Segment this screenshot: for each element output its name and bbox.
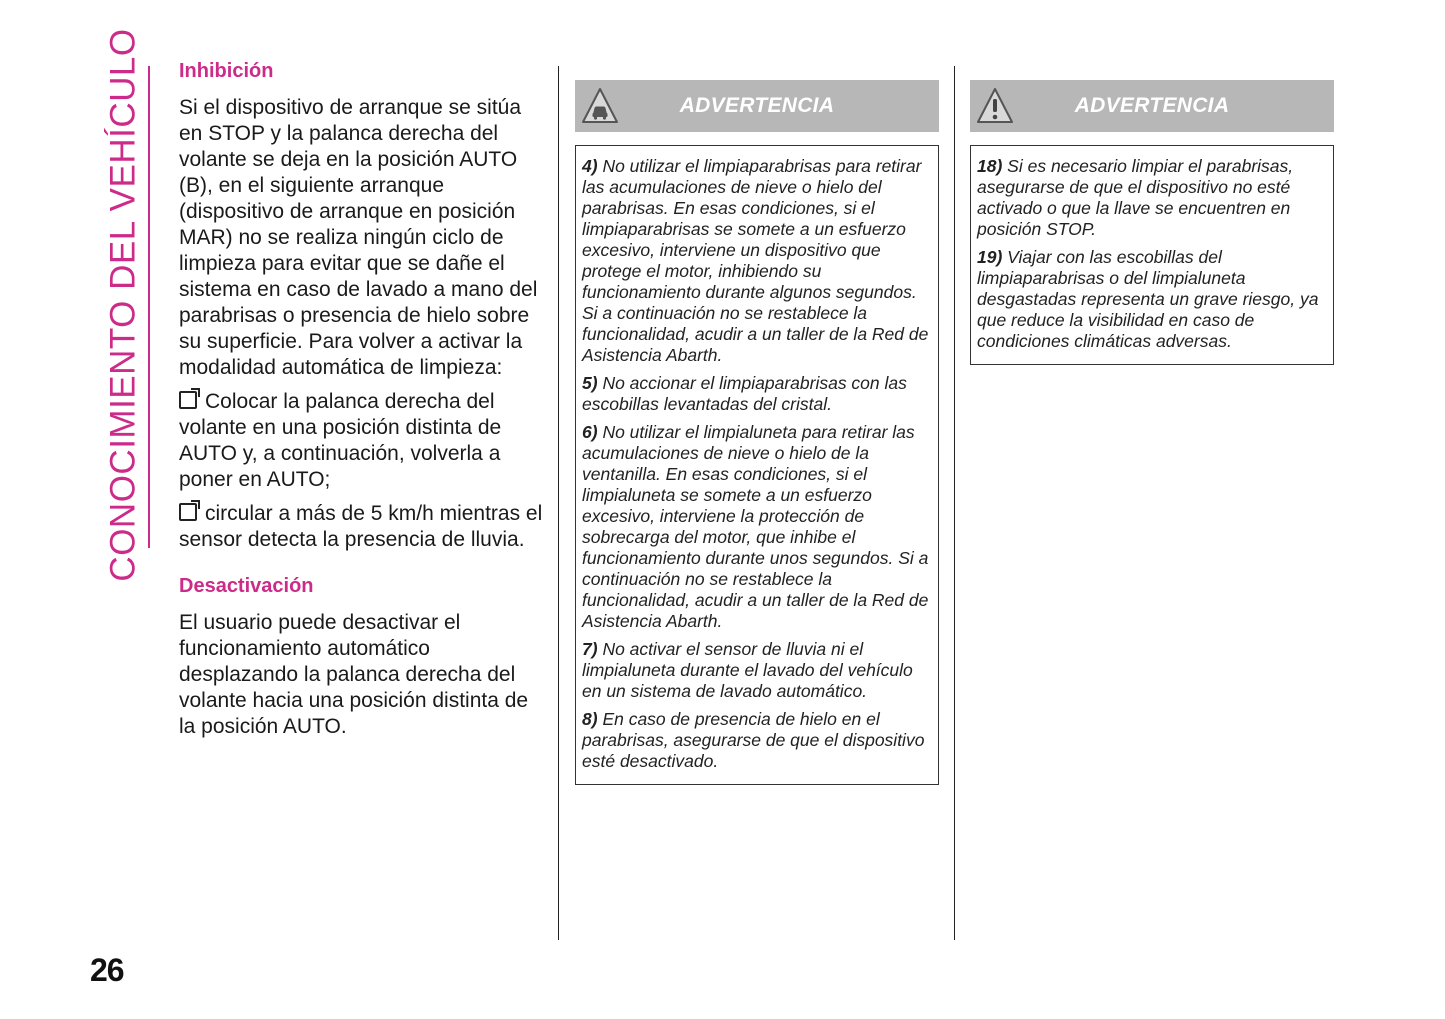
checkbox-bullet-icon [179,391,197,409]
warning-item-number: 8) [582,709,598,729]
warning-item [582,373,932,415]
warning-item-number: 18) [977,156,1003,176]
side-title-rule [148,66,150,548]
heading-inhibicion: Inhibición [179,60,274,82]
bullet-text: circular a más de 5 km/h mientras el sensor detecta la presencia de lluvia. [179,502,543,551]
warning-item [582,156,932,366]
warning-item [977,156,1327,240]
warning-item-text: Viajar con las escobillas del limpiaparabrisas o del limpialuneta desgastadas representa un grave riesgo, ya que reduce la visibilidad en caso de condiciones climáticas adversas. [977,247,1319,351]
warning-item-number: 5) [582,373,598,393]
section-side-title [104,28,144,582]
warning-item-text: No activar el sensor de lluvia ni el limpialuneta durante el lavado del vehículo en un sistema de lavado automático. [582,639,913,701]
warning-item-number: 4) [582,156,598,176]
column-divider-1 [558,66,559,940]
warning-body [575,145,939,785]
paragraph-inhibicion: Si el dispositivo de arranque se sitúa en STOP y la palanca derecha del volante se deja en la posición AUTO (B), en el siguiente arranque (dispositivo de arranque en posición MAR) no se realiza ningún ciclo de limpieza para evitar que se dañe el sistema en caso de lavado a mano del parabrisas o presencia de hielo sobre su superficie. Para volver a activar la modalidad automática de limpieza: [179,96,538,379]
warning-body [970,145,1334,365]
warning-header [970,80,1334,132]
list-item [179,389,549,493]
warning-header [575,80,939,132]
warning-item-number: 6) [582,422,598,442]
side-title-text: CONOCIMIENTO DEL VEHÍCULO [104,28,144,582]
warning-item-text: En caso de presencia de hielo en el parabrisas, asegurarse de que el dispositivo esté desactivado. [582,709,925,771]
list-item [179,501,549,553]
warning-item [582,639,932,702]
warning-item [977,247,1327,352]
warning-title: ADVERTENCIA [679,94,835,117]
paragraph-desactivacion: El usuario puede desactivar el funcionamiento automático desplazando la palanca derecha del volante hacia una posición distinta de la posición AUTO. [179,611,529,738]
warning-title: ADVERTENCIA [1074,94,1230,117]
bullet-text: Colocar la palanca derecha del volante en una posición distinta de AUTO y, a continuación, volverla a poner en AUTO; [179,390,502,491]
page-number: 26 [90,952,124,988]
column-divider-2 [954,66,955,940]
heading-desactivacion: Desactivación [179,575,314,597]
warning-box-1 [575,80,939,785]
exclamation-triangle-icon [975,86,1015,126]
warning-item [582,709,932,772]
checkbox-bullet-icon [179,503,197,521]
car-warning-icon [580,86,620,126]
warning-item-text: Si es necesario limpiar el parabrisas, asegurarse de que el dispositivo no esté activado o que la llave se encuentren en posición STOP. [977,156,1294,239]
main-text-column [179,60,549,748]
warning-item-text: No accionar el limpiaparabrisas con las escobillas levantadas del cristal. [582,373,907,414]
warning-item-number: 7) [582,639,598,659]
warning-box-2 [970,80,1334,365]
warning-item [582,422,932,632]
warning-item-text: No utilizar el limpialuneta para retirar las acumulaciones de nieve o hielo de la ventanilla. En esas condiciones, si el limpialuneta se somete a un esfuerzo excesivo, interviene la protección de sobrecarga del motor, que inhibe el funcionamiento durante unos segundos. Si a continuación no se restablece la funcionalidad, acudir a un taller de la Red de Asistencia Abarth. [582,422,929,631]
warning-item-number: 19) [977,247,1003,267]
warning-item-text: No utilizar el limpiaparabrisas para retirar las acumulaciones de nieve o hielo del parabrisas. En esas condiciones, si el limpiaparabrisas se somete a un esfuerzo excesivo, interviene un dispositivo que protege el motor, inhibiendo su funcionamiento durante algunos segundos. Si a continuación no se restablece la funcionalidad, acudir a un taller de la Red de Asistencia Abarth. [582,156,929,365]
